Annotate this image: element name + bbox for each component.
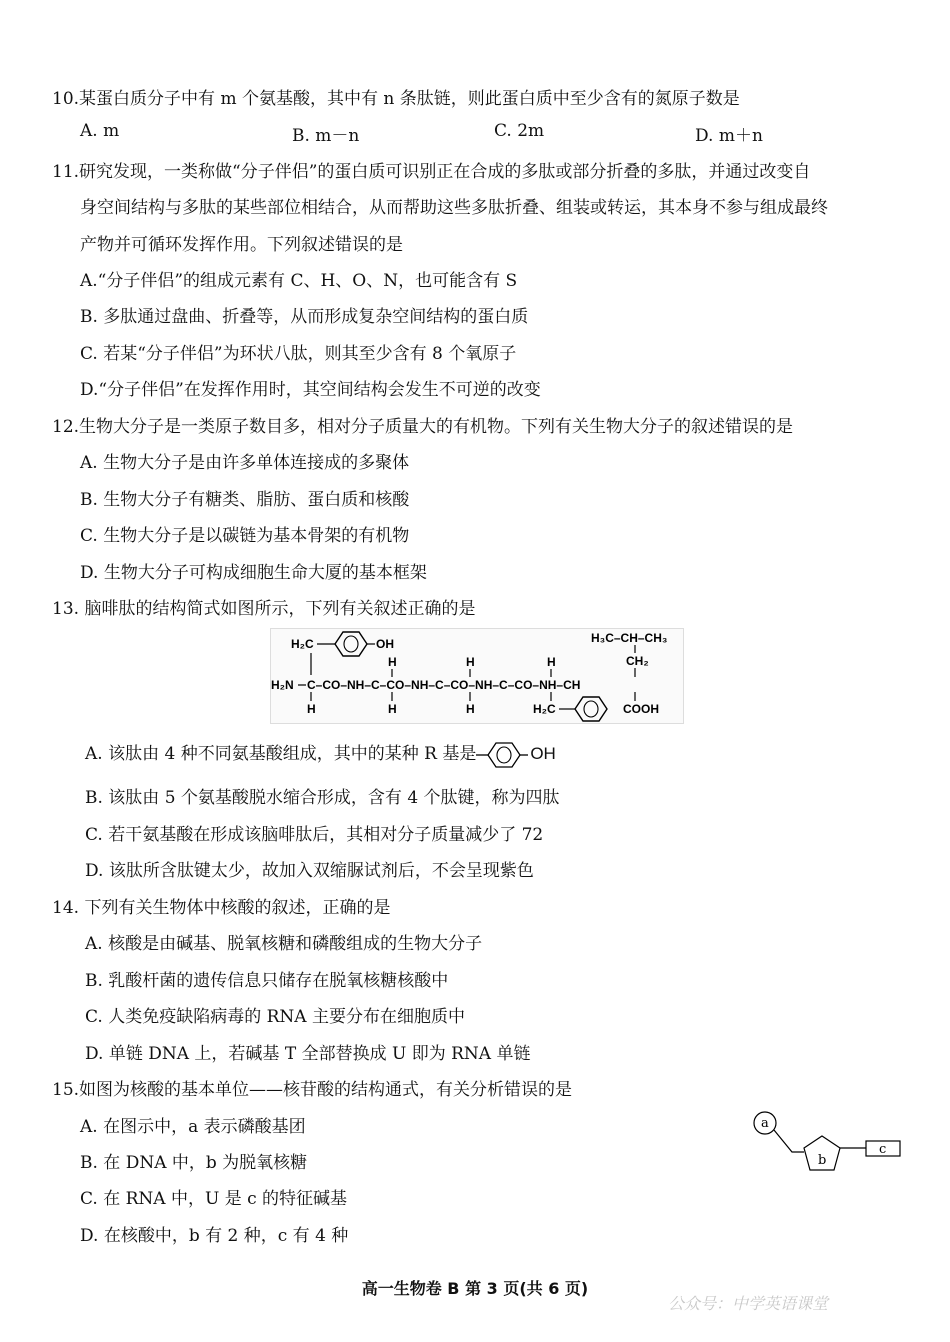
struct-ch2: CH₂ [626, 654, 649, 668]
q13-option-c: C. 若干氨基酸在形成该脑啡肽后，其相对分子质量减少了 72 [85, 825, 544, 845]
q10-option-a: A. m [80, 121, 120, 141]
struct-h2c-1: H₂C [291, 637, 314, 651]
q10-option-b: B. m－n [292, 126, 360, 146]
nucleotide-label-a: a [761, 1116, 769, 1131]
struct-cooh: COOH [623, 702, 659, 716]
q14-option-c: C. 人类免疫缺陷病毒的 RNA 主要分布在细胞质中 [85, 1007, 465, 1027]
struct-h-bot-3: H [466, 702, 475, 716]
q12-option-a: A. 生物大分子是由许多单体连接成的多聚体 [80, 453, 410, 473]
nucleotide-label-c: c [879, 1142, 887, 1157]
r-group-oh-label: OH [530, 744, 556, 763]
q14-option-a: A. 核酸是由碱基、脱氧核糖和磷酸组成的生物大分子 [85, 934, 483, 954]
question-14-stem: 14. 下列有关生物体中核酸的叙述，正确的是 [52, 898, 391, 918]
enkephalin-structure-diagram [270, 628, 684, 724]
q13-option-a [85, 739, 556, 770]
struct-h-top-3: H [547, 655, 556, 669]
struct-leu-top: H₃C–CH–CH₃ [591, 631, 668, 645]
question-12-stem: 12.生物大分子是一类原子数目多，相对分子质量大的有机物。下列有关生物大分子的叙述错误的是 [52, 417, 794, 437]
benzene-ring-2-circle [584, 701, 598, 717]
q11-option-d: D.“分子伴侣”在发挥作用时，其空间结构会发生不可逆的改变 [80, 380, 541, 400]
question-11-stem-line-1: 11.研究发现，一类称做“分子伴侣”的蛋白质可识别正在合成的多肽或部分折叠的多肽，并通过改变自 [52, 162, 811, 182]
struct-h-top-2: H [466, 655, 475, 669]
q15-option-a: A. 在图示中，a 表示磷酸基团 [80, 1117, 306, 1137]
q10-option-d: D. m＋n [695, 126, 763, 146]
q12-option-d: D. 生物大分子可构成细胞生命大厦的基本框架 [80, 563, 427, 583]
page-footer: 高一生物卷 B 第 3 页(共 6 页) [361, 1279, 589, 1298]
struct-h-bot-2: H [388, 702, 397, 716]
struct-main-chain: C–CO–NH–C–CO–NH–C–CO–NH–C–CO–NH–CH [307, 678, 581, 692]
nucleotide-label-b: b [818, 1153, 827, 1168]
q10-option-c: C. 2m [494, 121, 545, 141]
question-11-stem-line-3: 产物并可循环发挥作用。下列叙述错误的是 [80, 235, 403, 255]
q14-option-b: B. 乳酸杆菌的遗传信息只储存在脱氧核糖核酸中 [85, 971, 449, 991]
q13-option-b: B. 该肽由 5 个氨基酸脱水缩合形成，含有 4 个肽键，称为四肽 [85, 788, 560, 808]
question-11-stem-line-2: 身空间结构与多肽的某些部位相结合，从而帮助这些多肽折叠、组装或转运，其本身不参与组成最终 [80, 198, 828, 218]
struct-h-bot-1: H [307, 702, 316, 716]
q11-option-b: B. 多肽通过盘曲、折叠等，从而形成复杂空间结构的蛋白质 [80, 307, 529, 327]
watermark: 公众号：中学英语课堂 [668, 1294, 829, 1313]
q13-option-a-text: A. 该肽由 4 种不同氨基酸组成，其中的某种 R 基是 [85, 744, 477, 764]
q15-option-c: C. 在 RNA 中，U 是 c 的特征碱基 [80, 1189, 348, 1209]
q12-option-c: C. 生物大分子是以碳链为基本骨架的有机物 [80, 526, 410, 546]
q15-option-d: D. 在核酸中，b 有 2 种，c 有 4 种 [80, 1226, 349, 1246]
struct-oh: OH [376, 637, 394, 651]
nucleotide-diagram [752, 1108, 912, 1174]
struct-h2n: H₂N [271, 678, 294, 692]
q11-option-a: A.“分子伴侣”的组成元素有 C、H、O、N，也可能含有 S [80, 271, 518, 291]
question-15-stem: 15.如图为核酸的基本单位——核苷酸的结构通式，有关分析错误的是 [52, 1080, 573, 1100]
q11-option-c: C. 若某“分子伴侣”为环状八肽，则其至少含有 8 个氧原子 [80, 344, 517, 364]
q12-option-b: B. 生物大分子有糖类、脂肪、蛋白质和核酸 [80, 490, 410, 510]
q15-option-b: B. 在 DNA 中，b 为脱氧核糖 [80, 1153, 308, 1173]
benzene-ring-1-circle [344, 636, 358, 652]
q14-option-d: D. 单链 DNA 上，若碱基 T 全部替换成 U 即为 RNA 单链 [85, 1044, 531, 1064]
question-13-stem: 13. 脑啡肽的结构简式如图所示，下列有关叙述正确的是 [52, 599, 476, 619]
q13-option-d: D. 该肽所含肽键太少，故加入双缩脲试剂后，不会呈现紫色 [85, 861, 534, 881]
struct-h2c-2: H₂C [533, 702, 556, 716]
question-10-stem: 10.某蛋白质分子中有 m 个氨基酸，其中有 n 条肽链，则此蛋白质中至少含有的氮原子数是 [52, 89, 740, 109]
struct-h-top-1: H [388, 655, 397, 669]
